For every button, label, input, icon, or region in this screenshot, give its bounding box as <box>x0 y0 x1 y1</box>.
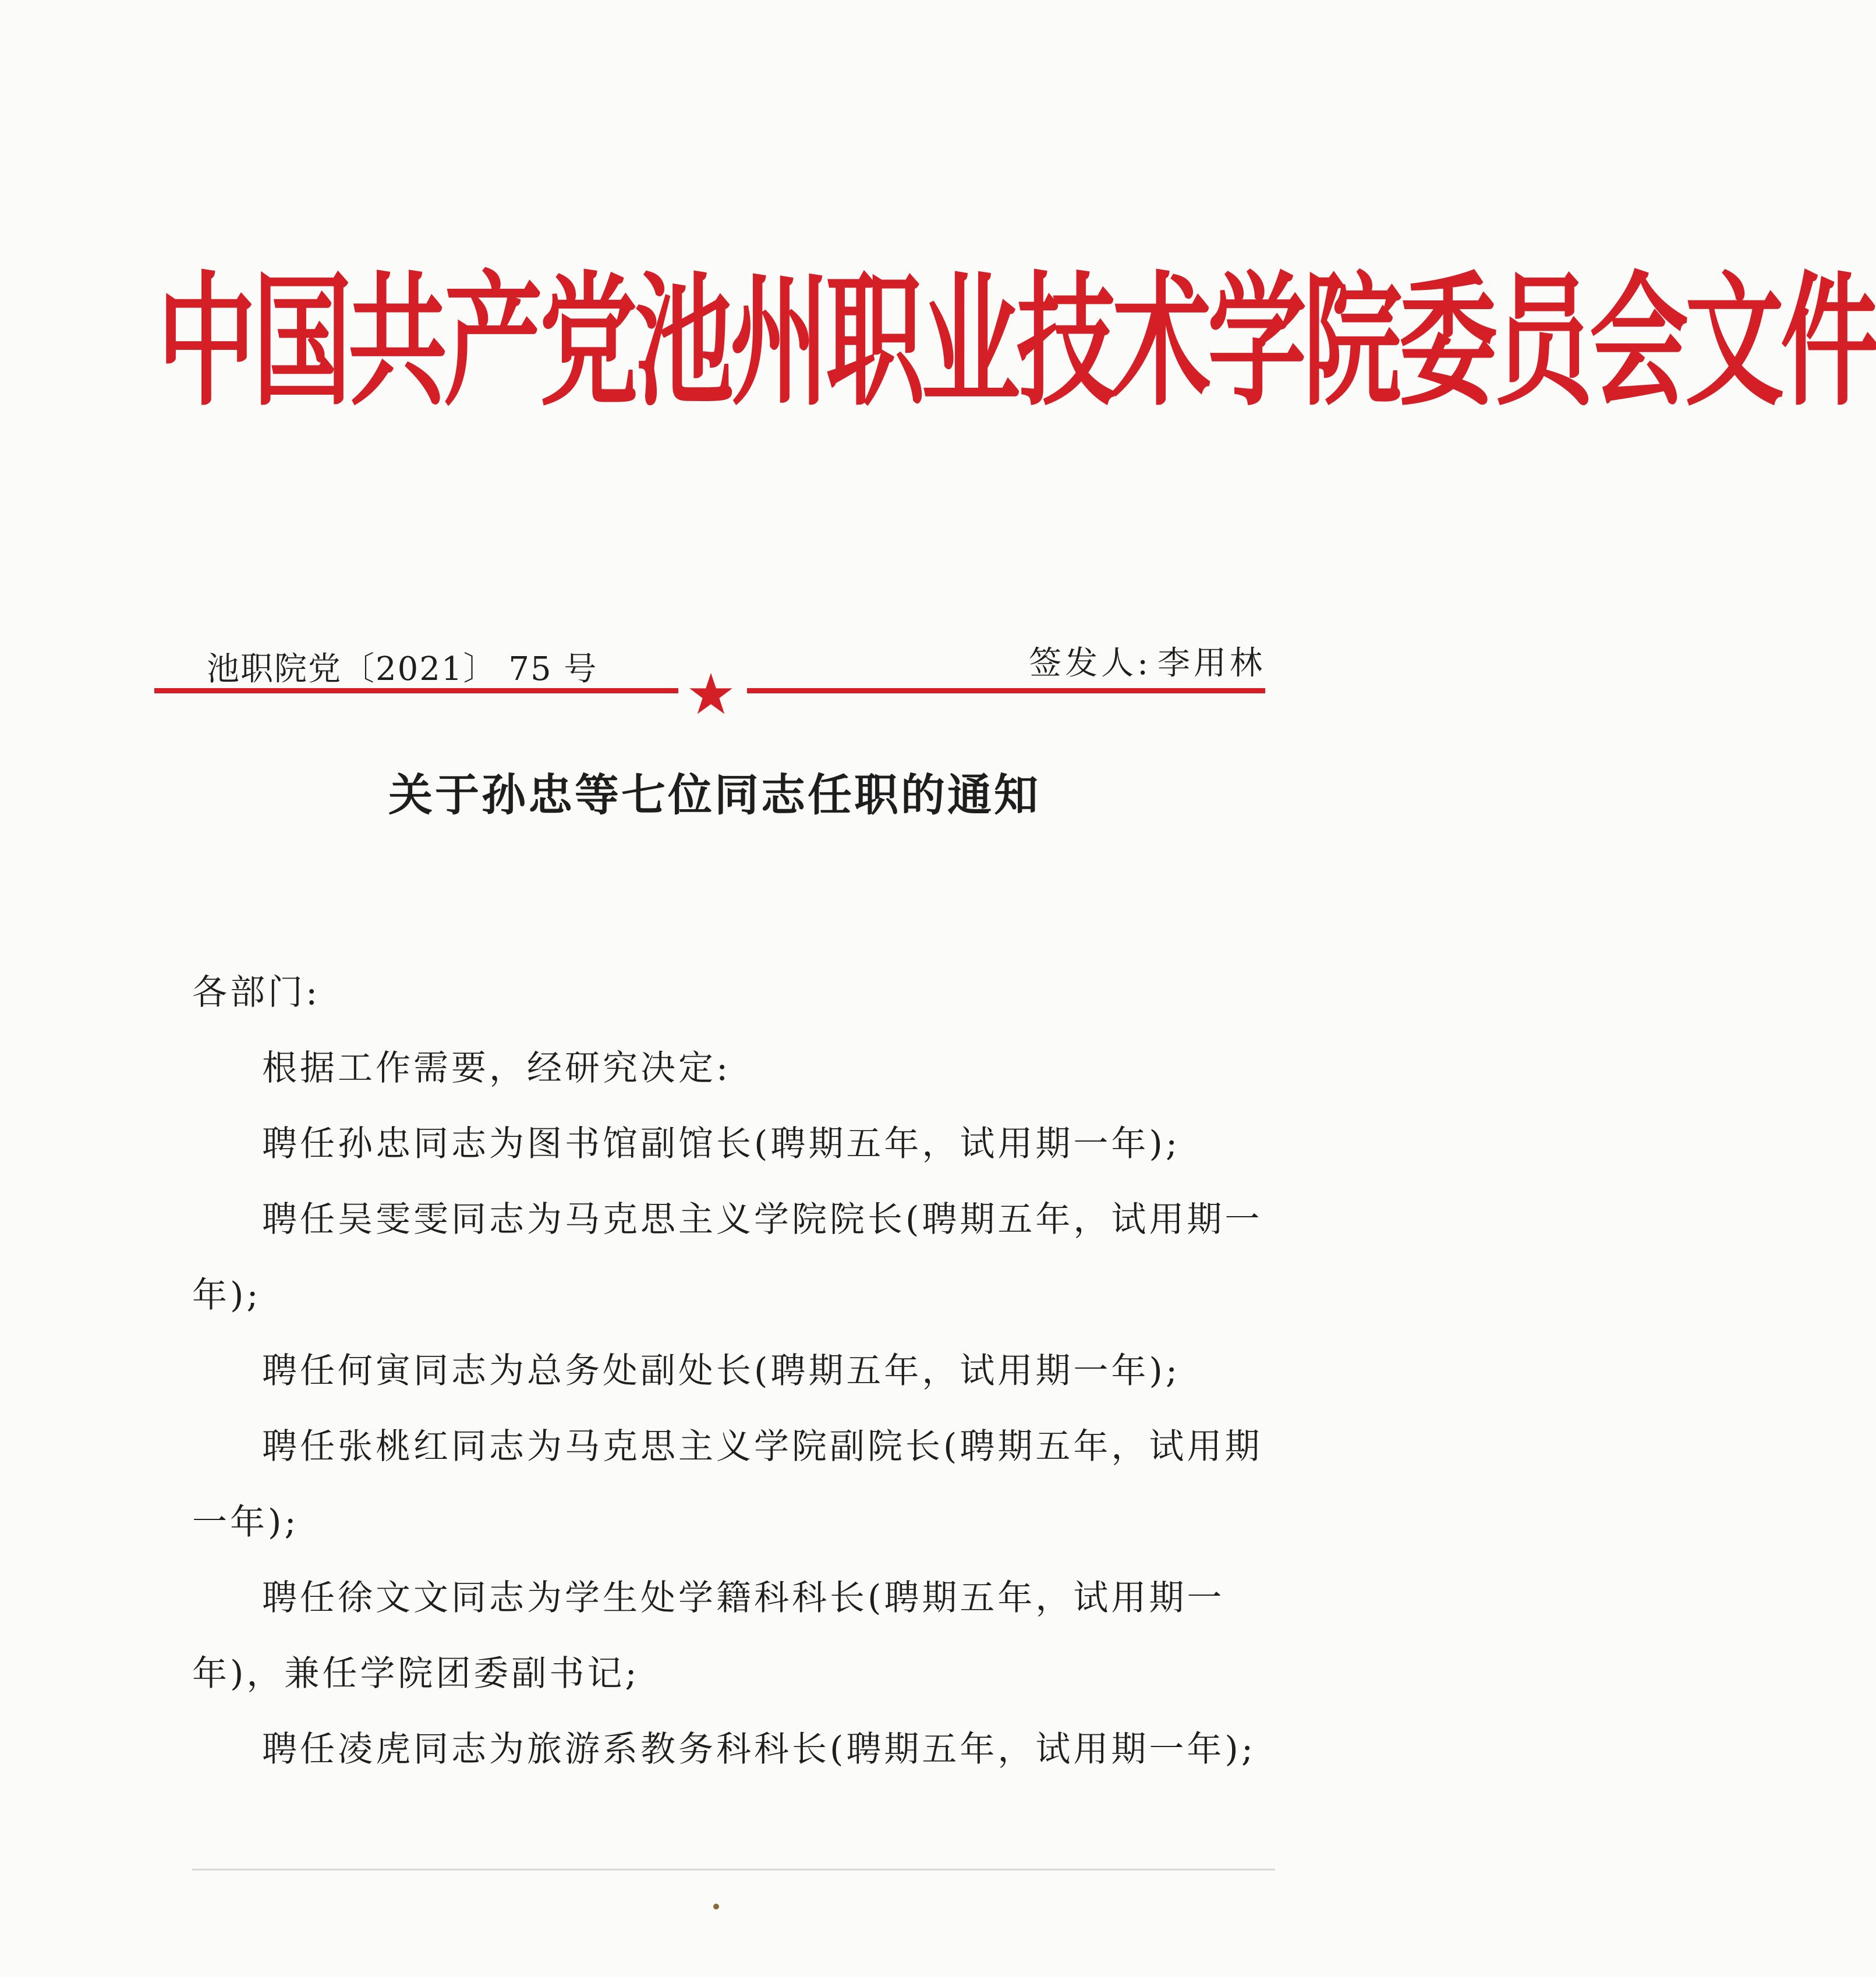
red-rule-left <box>154 688 678 693</box>
salutation: 各部门: <box>192 972 321 1013</box>
paragraph-appointment-6: 聘任凌虎同志为旅游系教务科科长(聘期五年，试用期一年); <box>262 1729 1256 1770</box>
paragraph-appointment-2: 聘任吴雯雯同志为马克思主义学院院长(聘期五年，试用期一年); <box>192 1199 1263 1316</box>
paragraph-appointment-3: 聘任何寅同志为总务处副处长(聘期五年，试用期一年); <box>262 1351 1181 1391</box>
document-number: 池职院党〔2021〕 75 号 <box>207 650 598 688</box>
red-rule-right <box>747 688 1265 693</box>
issuer <box>1023 637 1266 684</box>
paragraph-appointment-4: 聘任张桃红同志为马克思主义学院副院长(聘期五年，试用期一年); <box>192 1426 1263 1543</box>
footer-rule <box>192 1869 1275 1870</box>
paragraph-appointment-5: 聘任徐文文同志为学生处学籍科科长(聘期五年，试用期一年)，兼任学院团委副书记; <box>192 1578 1225 1694</box>
issuer-label: 签发人: <box>1029 644 1152 682</box>
paragraph-decision: 根据工作需要，经研究决定: <box>262 1048 731 1089</box>
document-masthead: 中国共产党池州职业技术学院委员会文件 <box>157 258 1876 426</box>
scan-dot <box>713 1904 719 1909</box>
issuer-name: 李用林 <box>1158 644 1266 682</box>
document-body <box>192 955 1275 1787</box>
red-star-icon <box>688 671 734 717</box>
document-title: 关于孙忠等七位同志任职的通知 <box>388 769 1040 821</box>
paragraph-appointment-1: 聘任孙忠同志为图书馆副馆长(聘期五年，试用期一年); <box>262 1124 1181 1164</box>
